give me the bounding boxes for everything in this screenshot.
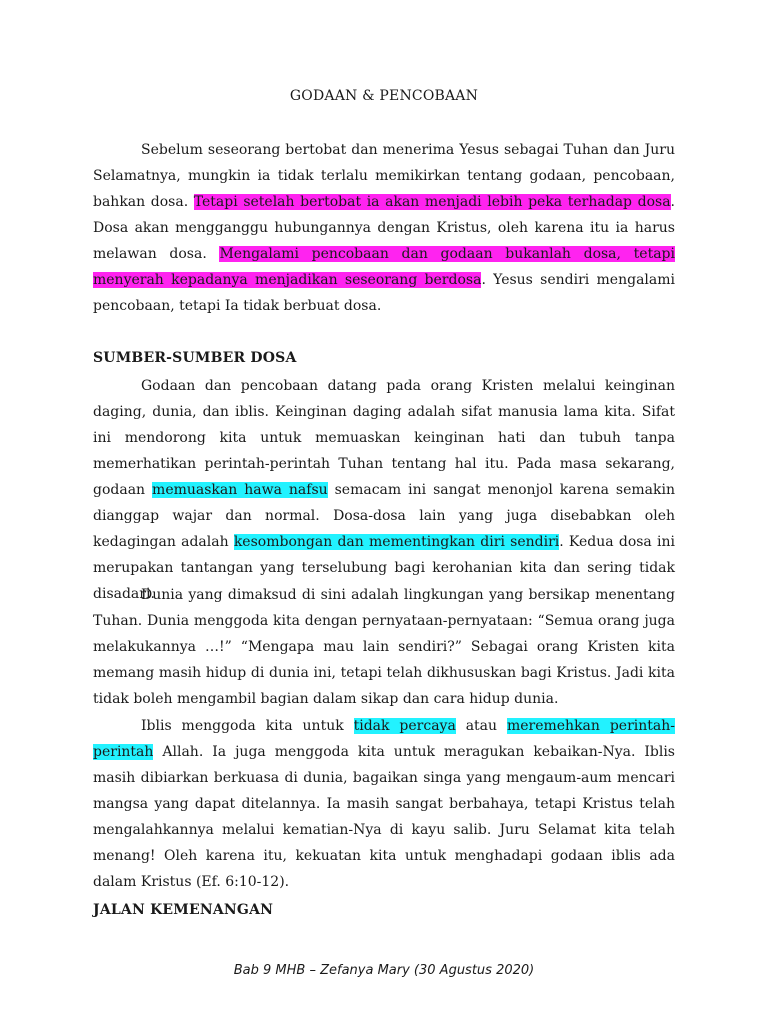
sumber-p3-text-a: Iblis menggoda kita untuk <box>141 718 354 734</box>
highlight-pink-2: Mengalami pencobaan dan godaan bukanlah dosa, tetapi menyerah kepadanya menjadikan seseorang berdosa <box>93 246 675 288</box>
sumber-p3-text-c: Allah. Ia juga menggoda kita untuk meragukan kebaikan-Nya. Iblis masih dibiarkan berkuasa di dunia, bagaikan singa yang mengaum-aum mencari mangsa yang dapat ditelannya. Ia masih sangat berbahaya, tetapi Kristus telah mengalahkannya melalui kematian-Nya di kayu salib. Juru Selamat kita telah menang! Oleh karena itu, kekuatan kita untuk menghadapi godaan iblis ada dalam Kristus (Ef. 6:10-12). <box>93 744 675 890</box>
highlight-cyan-1: memuaskan hawa nafsu <box>152 482 328 498</box>
highlight-cyan-4: meremehkan perintah-perintah <box>93 718 675 760</box>
sumber-p1-text-b: semacam ini sangat menonjol karena semakin dianggap wajar dan normal. Dosa-dosa lain yang juga disebabkan oleh kedagingan adalah <box>93 482 675 550</box>
sumber-p3-text-b: atau <box>455 718 507 734</box>
page-title: GODAAN & PENCOBAAN <box>289 88 479 104</box>
intro-text-b: . Dosa akan mengganggu hubungannya dengan Kristus, oleh karena itu ia harus melawan dosa. <box>93 194 675 262</box>
intro-paragraph <box>93 137 675 319</box>
page-footer: Bab 9 MHB – Zefanya Mary (30 Agustus 2020) <box>233 963 535 978</box>
intro-text-a: Sebelum seseorang bertobat dan menerima Yesus sebagai Tuhan dan Juru Selamatnya, mungkin ia tidak terlalu memikirkan tentang godaan, pencobaan, bahkan dosa. <box>93 142 675 210</box>
sumber-p1-text-c: . Kedua dosa ini merupakan tantangan yang terselubung bagi kerohanian kita dan sering tidak disadari. <box>93 534 675 602</box>
section-heading-sumber-dosa: SUMBER-SUMBER DOSA <box>93 350 297 366</box>
intro-text-c: . Yesus sendiri mengalami pencobaan, tetapi Ia tidak berbuat dosa. <box>93 272 675 314</box>
sumber-p1-text-a: Godaan dan pencobaan datang pada orang Kristen melalui keinginan daging, dunia, dan iblis. Keinginan daging adalah sifat manusia lama kita. Sifat ini mendorong kita untuk memuaskan keinginan hati dan tubuh tanpa memerhatikan perintah-perintah Tuhan tentang hal itu. Pada masa sekarang, godaan <box>93 378 675 498</box>
section-heading-jalan-kemenangan: JALAN KEMENANGAN <box>93 902 274 918</box>
highlight-cyan-2: kesombongan dan mementingkan diri sendiri <box>233 534 560 550</box>
highlight-pink-1: Tetapi setelah bertobat ia akan menjadi lebih peka terhadap dosa <box>193 194 671 210</box>
sumber-paragraph-3 <box>93 713 675 895</box>
highlight-cyan-3: tidak percaya <box>353 718 456 734</box>
sumber-paragraph-2: Dunia yang dimaksud di sini adalah lingkungan yang bersikap menentang Tuhan. Dunia menggoda kita dengan pernyataan-pernyataan: “Semua orang juga melakukannya …!” “Mengapa mau lain sendiri?” Sebagai orang Kristen kita memang masih hidup di dunia ini, tetapi telah dikhususkan bagi Kristus. Jadi kita tidak boleh mengambil bagian dalam sikap dan cara hidup dunia. <box>93 587 675 707</box>
sumber-paragraph-1 <box>93 373 675 607</box>
